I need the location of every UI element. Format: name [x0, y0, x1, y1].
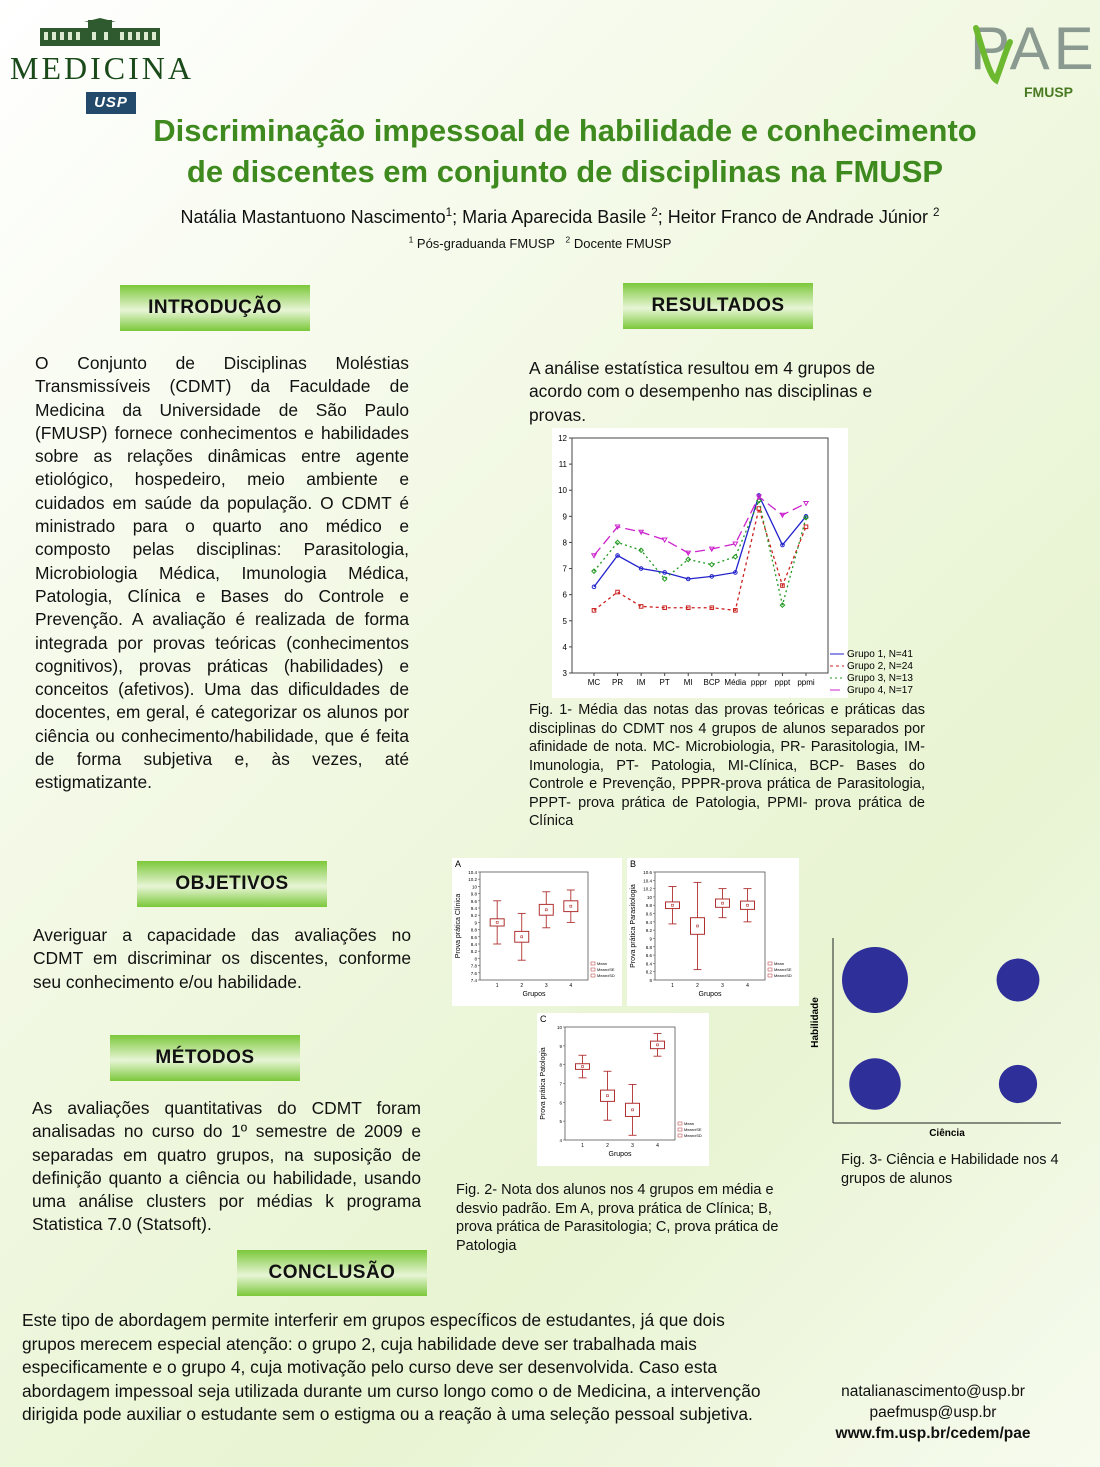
- header-conclusao: CONCLUSÃO: [237, 1250, 427, 1296]
- fig1-ytick-label: 6: [562, 590, 567, 600]
- box-xtick-label: 3: [544, 983, 548, 989]
- box-rect: [564, 901, 578, 912]
- box-ytick-label: 10: [471, 884, 477, 890]
- email-2[interactable]: paefmusp@usp.br: [869, 1404, 997, 1421]
- fig1-xtick-label: BCP: [703, 678, 721, 687]
- medicina-logo: [10, 12, 194, 112]
- author-3: ; Heitor Franco de Andrade Júnior: [657, 207, 933, 227]
- box-ytick-label: 8.2: [470, 949, 477, 955]
- box-legend-label: Mean±SE: [774, 967, 792, 972]
- box-legend-swatch: [591, 968, 595, 971]
- box-ytick-label: 9: [559, 1043, 562, 1049]
- building-icon: [40, 18, 160, 46]
- box-ytick-label: 7.4: [470, 978, 477, 983]
- box-rect: [601, 1090, 615, 1101]
- box-legend-label: Mean±SD: [684, 1133, 702, 1138]
- box-xtick-label: 4: [746, 983, 749, 989]
- box-xtick-label: 2: [606, 1143, 609, 1149]
- fig1-caption: Fig. 1- Média das notas das provas teóricas e práticas das disciplinas do CDMT nos 4 grupos de alunos separados por afinidade de nota. MC- Microbiologia, PR- Parasitologia, IM- Imunologia, PT- Patologia, MI-Clínica, BCP- Bases do Controle e Prevenção, PPPR-prova prática de Parasitologia, PPPT- prova prática de Patologia, PPMI- prova prática de Clínica: [529, 702, 925, 829]
- box-ytick-label: 7.8: [470, 963, 477, 969]
- box-xtick-label: 4: [656, 1143, 659, 1149]
- box-xlabel: Grupos: [522, 991, 546, 998]
- poster-title: [80, 110, 1050, 192]
- box-rect: [626, 1103, 640, 1116]
- fig1-ytick-label: 7: [562, 564, 567, 574]
- box-legend-swatch: [678, 1134, 682, 1137]
- fig3-bubble-2: [997, 959, 1040, 1002]
- box-ytick-label: 8.6: [470, 934, 477, 940]
- box-legend-label: Mean: [774, 961, 785, 966]
- box-ytick-label: 9.8: [470, 891, 477, 897]
- header-objetivos: OBJETIVOS: [137, 861, 327, 907]
- box-ytick-label: 10.2: [643, 886, 652, 892]
- affil-1: Pós-graduanda FMUSP: [413, 236, 566, 251]
- box-legend-label: Mean±SE: [684, 1127, 702, 1132]
- box-xtick-label: 2: [696, 983, 699, 989]
- fig2b-boxplot: [627, 858, 799, 1006]
- fig1-legend-label: Grupo 3, N=13: [847, 673, 913, 684]
- affil-2: Docente FMUSP: [570, 236, 672, 251]
- box-xtick-label: 3: [631, 1143, 634, 1149]
- fig1-line-chart: [552, 428, 913, 698]
- header-resultados: RESULTADOS: [623, 283, 813, 329]
- conclusao-text: Este tipo de abordagem permite interferir em grupos específicos de estudantes, já que dois grupos merecem especial atenção: o grupo 2, cuja habilidade deve ser trabalhada mais especificamente e o grupo 4, cuja motivação pelo curso deve ser desenvolvida. Caso esta abordagem impessoal seja utilizada durante um curso longo como o de Medicina, a intervenção dirigida pode auxiliar o estudante sem o estigma ou a reação à uma seleção pessoal subjetiva.: [22, 1310, 761, 1424]
- box-legend-swatch: [591, 962, 595, 965]
- box-rect: [716, 899, 730, 907]
- box-rect: [515, 931, 529, 942]
- box-legend-label: Mean±SD: [597, 973, 615, 978]
- box-ytick-label: 10: [646, 894, 652, 900]
- box-xlabel: Grupos: [608, 1151, 632, 1158]
- box-xlabel: Grupos: [698, 991, 722, 998]
- author-2-sup: 2: [651, 206, 658, 219]
- box-ytick-label: 9.6: [645, 911, 652, 917]
- header-introducao: INTRODUÇÃO: [120, 285, 310, 331]
- box-ytick-label: 9.4: [645, 919, 652, 925]
- author-3-sup: 2: [932, 206, 940, 219]
- box-ytick-label: 7.6: [470, 970, 477, 976]
- affil-1-sup: 1: [408, 234, 414, 245]
- box-rect: [651, 1041, 665, 1049]
- box-ytick-label: 9.2: [470, 913, 477, 919]
- box-legend-swatch: [678, 1128, 682, 1131]
- author-2: ; Maria Aparecida Basile: [452, 207, 652, 227]
- fig1-xtick-label: MC: [587, 678, 601, 687]
- box-ytick-label: 9: [649, 936, 652, 942]
- fig1-xtick-label: Média: [724, 678, 747, 687]
- fig1-plot-area: [572, 438, 828, 673]
- contact-block: [808, 1381, 1058, 1444]
- fig1-xtick-label: PT: [659, 678, 670, 687]
- header-metodos: MÉTODOS: [110, 1035, 300, 1081]
- fig3-bubble-1: [842, 947, 908, 1013]
- box-ytick-label: 8.4: [645, 961, 652, 967]
- box-ytick-label: 8.2: [645, 969, 652, 975]
- box-rect: [741, 901, 755, 909]
- box-ytick-label: 8.4: [470, 942, 477, 947]
- box-ylabel: Prova prática Patologia: [540, 1047, 547, 1120]
- fig3-bubble-chart: [805, 938, 1065, 1140]
- fig1-xtick-label: MI: [683, 678, 693, 687]
- fig1-xtick-label: IM: [636, 678, 646, 687]
- box-xtick-label: 3: [721, 983, 724, 989]
- box-ytick-label: 8: [649, 978, 652, 983]
- metodos-text: As avaliações quantitativas do CDMT foram analisadas no curso do 1º semestre de 2009 e separadas em quatro grupos, na suposição de definição quanto a ciência ou habilidade, usando uma análise clusters por médias k programa Statistica 7.0 (Statsoft).: [32, 1098, 421, 1235]
- box-ytick-label: 10.4: [468, 870, 477, 875]
- box-ytick-label: 9.2: [645, 928, 652, 934]
- fig1-ytick-label: 12: [558, 434, 567, 443]
- fig3-bubble-4: [999, 1065, 1037, 1103]
- fig1-legend-label: Grupo 2, N=24: [847, 661, 913, 672]
- box-rect: [539, 904, 553, 915]
- box-ytick-label: 7: [559, 1081, 562, 1087]
- box-xtick-label: 1: [495, 983, 499, 989]
- fig1-xtick-label: ppmi: [797, 678, 815, 687]
- author-1-sup: 1: [445, 206, 453, 219]
- box-xtick-label: 2: [520, 983, 524, 989]
- pae-swoosh-icon: [970, 14, 1080, 94]
- box-ytick-label: 10.4: [643, 878, 652, 884]
- box-ytick-label: 9.4: [470, 906, 477, 911]
- box-ytick-label: 8: [559, 1062, 562, 1068]
- panel-letter: C: [540, 1014, 547, 1024]
- fig3-caption: Fig. 3- Ciência e Habilidade nos 4 grupos de alunos: [841, 1152, 1059, 1187]
- box-legend-label: Mean: [597, 961, 608, 966]
- author-1: Natália Mastantuono Nascimento: [180, 207, 446, 227]
- intro-text: O Conjunto de Disciplinas Moléstias Transmissíveis (CDMT) da Faculdade de Medicina da Universidade de São Paulo (FMUSP) fornece conhecimentos e habilidades sobre as relações dinâmicas entre agente etiológico, hospedeiro, meio ambiente e cuidados em saúde da população. O CDMT é ministrado para o quarto ano médico e composto pelas disciplinas: Parasitologia, Microbiologia Médica, Imunologia Médica, Patologia, Clínica e Bases do Controle e Prevenção. A avaliação é realizada de forma integrada por provas teóricas (conhecimentos cognitivos), provas práticas (habilidades) e conceitos (afetivos). Uma das dificuldades de docentes, em geral, é categorizar os alunos por ciência ou conhecimento/habilidade, que é feita de forma subjetiva e, às vezes, até estigmatizante.: [35, 353, 409, 793]
- affil-2-sup: 2: [565, 234, 571, 245]
- fig1-ytick-label: 5: [562, 616, 567, 626]
- usp-logo: USP: [86, 92, 136, 114]
- box-legend-swatch: [591, 974, 595, 977]
- box-ytick-label: 8.8: [645, 944, 652, 950]
- panel-letter: B: [630, 859, 637, 869]
- box-legend-swatch: [768, 962, 772, 965]
- box-legend-swatch: [768, 968, 772, 971]
- fig2a-boxplot: [452, 858, 622, 1006]
- box-ytick-label: 8.8: [470, 927, 477, 933]
- title-line-2: de discentes em conjunto de disciplinas na FMUSP: [186, 154, 944, 189]
- authors: [100, 207, 1020, 228]
- website[interactable]: www.fm.usp.br/cedem/pae: [835, 1425, 1031, 1442]
- box-ytick-label: 9.6: [470, 898, 477, 904]
- fig3-ylabel: Habilidade: [810, 997, 821, 1048]
- box-rect: [691, 918, 705, 935]
- fig1-ytick-label: 10: [558, 486, 567, 496]
- affiliations: [100, 236, 980, 251]
- fig3-xlabel: Ciência: [929, 1128, 965, 1139]
- fig2-caption: Fig. 2- Nota dos alunos nos 4 grupos em média e desvio padrão. Em A, prova prática de Clínica; B, prova prática de Parasitologia; C, prova prática de Patologia: [456, 1182, 779, 1254]
- box-ylabel: Prova prática Clínica: [455, 893, 462, 959]
- box-ytick-label: 6: [559, 1100, 562, 1106]
- pae-wordmark: PAE: [970, 15, 1098, 82]
- fig1-ytick-label: 4: [562, 642, 567, 652]
- box-rect: [490, 919, 504, 926]
- fig1-ytick-label: 3: [562, 669, 567, 678]
- pae-logo: [970, 14, 1098, 104]
- panel-letter: A: [455, 859, 462, 869]
- fig1-xtick-label: PR: [611, 678, 624, 687]
- box-xtick-label: 1: [581, 1143, 584, 1149]
- fig3-bubble-3: [849, 1058, 900, 1109]
- fig1-xtick-label: pppr: [750, 678, 767, 687]
- fig1-legend-label: Grupo 4, N=17: [847, 685, 913, 696]
- box-legend-swatch: [678, 1122, 682, 1125]
- box-ytick-label: 4: [559, 1138, 562, 1143]
- box-xtick-label: 1: [671, 983, 674, 989]
- box-ytick-label: 9.8: [645, 903, 652, 909]
- resultados-text: A análise estatística resultou em 4 grupos de acordo com o desempenho nas disciplinas e provas.: [529, 358, 876, 425]
- fig1-legend-label: Grupo 1, N=41: [847, 649, 913, 660]
- box-legend-label: Mean: [684, 1121, 695, 1126]
- fig1-ytick-label: 8: [562, 538, 567, 548]
- box-ytick-label: 10.2: [468, 877, 477, 883]
- box-ytick-label: 8.6: [645, 953, 652, 959]
- box-ytick-label: 10: [556, 1025, 562, 1030]
- fig1-ytick-label: 9: [562, 512, 567, 522]
- box-legend-label: Mean±SE: [597, 967, 615, 972]
- objetivos-text: Averiguar a capacidade das avaliações no CDMT em discriminar os discentes, conforme seu conhecimento e/ou habilidade.: [33, 925, 411, 992]
- box-xtick-label: 4: [569, 983, 573, 989]
- box-rect: [576, 1064, 590, 1070]
- fig1-xtick-label: pppt: [774, 678, 791, 687]
- fmusp-label: FMUSP: [1024, 84, 1073, 100]
- box-rect: [666, 902, 680, 909]
- email-1[interactable]: natalianascimento@usp.br: [841, 1383, 1025, 1400]
- box-ytick-label: 8: [474, 956, 477, 962]
- box-legend-label: Mean±SD: [774, 973, 792, 978]
- box-ytick-label: 9: [474, 920, 477, 926]
- fig2c-boxplot: [537, 1013, 709, 1166]
- title-line-1: Discriminação impessoal de habilidade e conhecimento: [153, 113, 977, 148]
- box-ytick-label: 10.6: [643, 870, 652, 875]
- box-ylabel: Prova prática Parasitologia: [630, 884, 637, 968]
- medicina-wordmark: MEDICINA: [10, 50, 194, 86]
- box-legend-swatch: [768, 974, 772, 977]
- fig1-ytick-label: 11: [558, 460, 567, 470]
- box-ytick-label: 5: [559, 1119, 562, 1125]
